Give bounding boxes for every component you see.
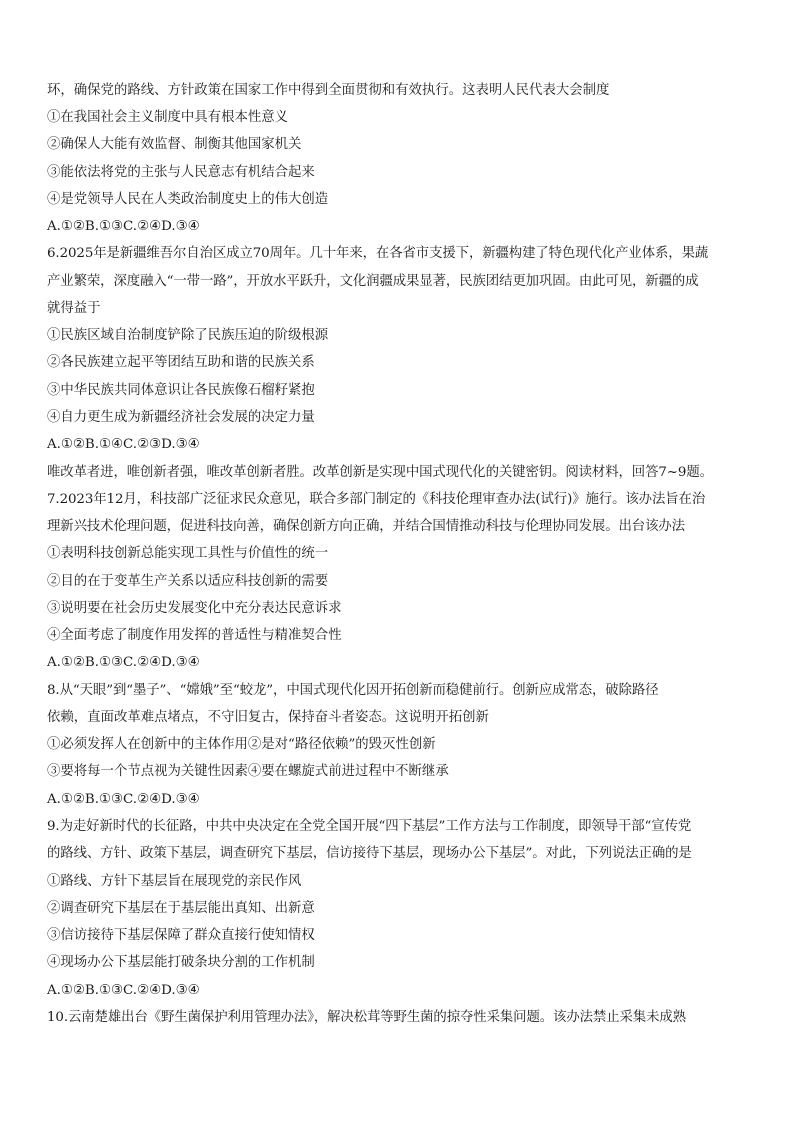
text-line: ②确保人大能有效监督、制衡其他国家机关 (47, 137, 302, 152)
text-line: 的路线、方针、政策下基层，调查研究下基层，信访接待下基层，现场办公下基层”。对此，下列说法正确的是 (47, 846, 692, 861)
text-line: 理新兴技术伦理问题，促进科技向善，确保创新方向正确，并结合国情推动科技与伦理协同发展。出台该办法 (47, 519, 685, 534)
text-line: 10.云南楚雄出台《野生菌保护利用管理办法》，解决松茸等野生菌的掠夺性采集问题。该办法禁止采集未成熟 (47, 1010, 686, 1025)
text-line: ④是党领导人民在人类政治制度史上的伟大创造 (47, 192, 329, 207)
text-line: ④自力更生成为新疆经济社会发展的决定力量 (47, 410, 315, 425)
text-line: 就得益于 (47, 301, 101, 316)
text-line: 8.从“天眼”到“墨子”、“嫦娥”至“蛟龙”，中国式现代化因开拓创新而稳健前行。创新应成常态，破除路径 (47, 683, 659, 698)
text-line: ①表明科技创新总能实现工具性与价值性的统一 (47, 546, 329, 561)
text-line: ①民族区域自治制度铲除了民族压迫的阶级根源 (47, 328, 329, 343)
text-line: ④现场办公下基层能打破条块分割的工作机制 (47, 955, 315, 970)
text-line: A.①②B.①③C.②④D.③④ (47, 792, 200, 807)
text-line: 7.2023年12月，科技部广泛征求民众意见，联合多部门制定的《科技伦理审查办法(试行)》施行。该办法旨在治 (47, 492, 706, 507)
text-line: A.①②B.①③C.②④D.③④ (47, 655, 200, 670)
text-line: ①路线、方针下基层旨在展现党的亲民作风 (47, 874, 302, 889)
text-line: 环，确保党的路线、方针政策在国家工作中得到全面贯彻和有效执行。这表明人民代表大会制度 (47, 83, 610, 98)
text-line: ③信访接待下基层保障了群众直接行使知情权 (47, 928, 315, 943)
text-line: ③要将每一个节点视为关键性因素④要在螺旋式前进过程中不断继承 (47, 764, 449, 779)
text-line: ①在我国社会主义制度中具有根本性意义 (47, 110, 289, 125)
text-line: ③能依法将党的主张与人民意志有机结合起来 (47, 165, 315, 180)
text-line: ②各民族建立起平等团结互助和谐的民族关系 (47, 355, 315, 370)
text-line: ②调查研究下基层在于基层能出真知、出新意 (47, 901, 315, 916)
text-line: ③中华民族共同体意识让各民族像石榴籽紧抱 (47, 383, 315, 398)
text-line: 9.为走好新时代的长征路，中共中央决定在全党全国开展“四下基层”工作方法与工作制度，即领导干部“宣传党 (47, 819, 692, 834)
text-line: A.①②B.①③C.②④D.③④ (47, 219, 200, 234)
text-line: ②目的在于变革生产关系以适应科技创新的需要 (47, 574, 329, 589)
text-line: ③说明要在社会历史发展变化中充分表达民意诉求 (47, 601, 342, 616)
text-line: A.①②B.①③C.②④D.③④ (47, 983, 200, 998)
text-line: ①必须发挥人在创新中的主体作用②是对“路径依赖”的毁灭性创新 (47, 737, 436, 752)
text-line: 唯改革者进，唯创新者强，唯改革创新者胜。改革创新是实现中国式现代化的关键密钥。阅读材料，回答7~9题。 (47, 465, 713, 480)
text-line: 产业繁荣，深度融入“一带一路”，开放水平跃升，文化润疆成果显著，民族团结更加巩固。由此可见，新疆的成 (47, 274, 699, 289)
text-line: A.①②B.①④C.②③D.③④ (47, 437, 200, 452)
text-line: ④全面考虑了制度作用发挥的普适性与精准契合性 (47, 628, 342, 643)
text-line: 6.2025年是新疆维吾尔自治区成立70周年。几十年来，在各省市支援下，新疆构建了特色现代化产业体系，果蔬 (47, 246, 709, 261)
text-line: 依赖，直面改革难点堵点，不守旧复古，保持奋斗者姿态。这说明开拓创新 (47, 710, 489, 725)
